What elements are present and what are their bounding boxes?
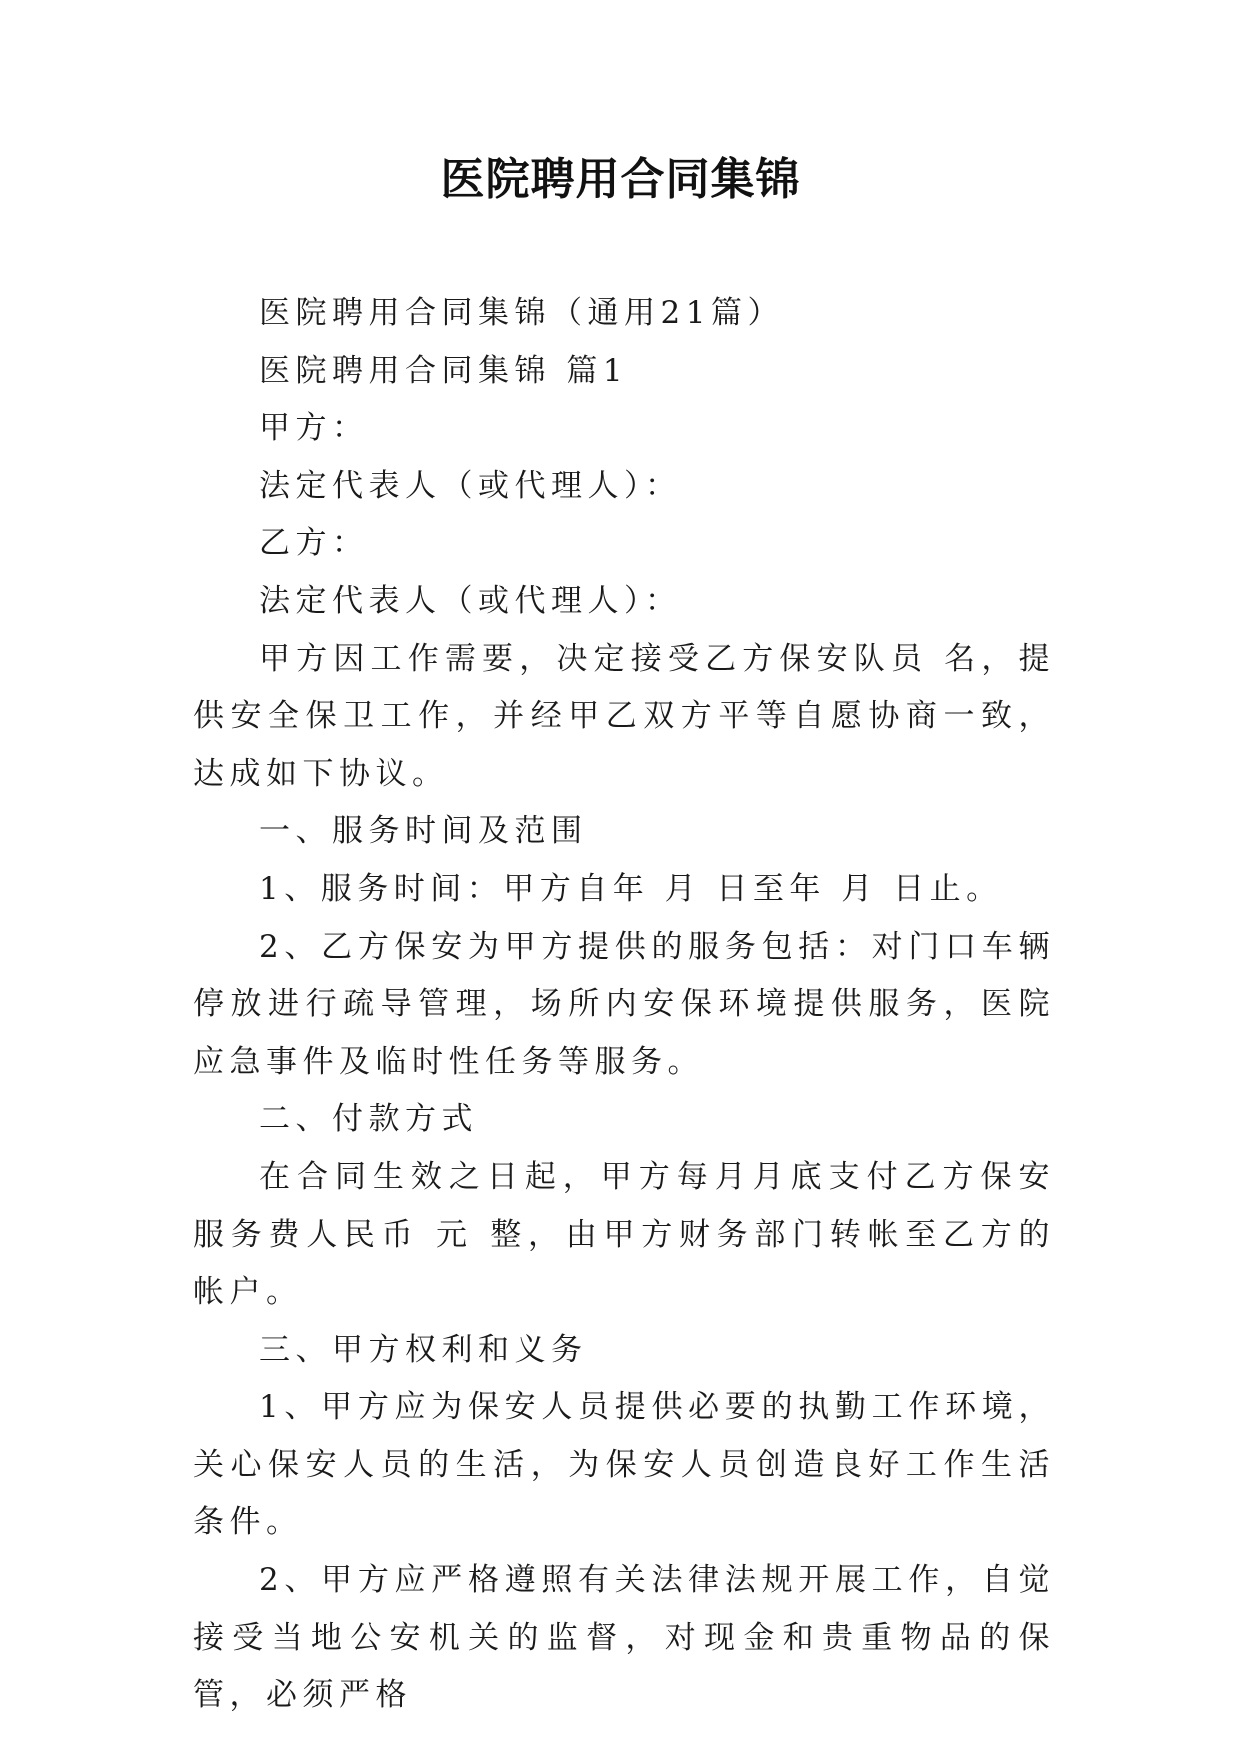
paragraph-clause-3-2: 2、甲方应严格遵照有关法律法规开展工作，自觉接受当地公安机关的监督，对现金和贵重物品的保管，必须严格 [193, 1562, 1055, 1714]
paragraph-clause-1-2: 2、乙方保安为甲方提供的服务包括：对门口车辆停放进行疏导管理，场所内安保环境提供服务，医院应急事件及临时性任务等服务。 [193, 928, 1055, 1080]
paragraph-preamble: 甲方因工作需要，决定接受乙方保安队员 名，提供安全保卫工作，并经甲乙双方平等自愿协商一致，达成如下协议。 [193, 640, 1055, 792]
paragraph-collection-heading: 医院聘用合同集锦（通用21篇） [259, 295, 784, 331]
paragraph-clause-2-1: 在合同生效之日起，甲方每月月底支付乙方保安服务费人民币 元 整，由甲方财务部门转帐至乙方的帐户。 [193, 1158, 1055, 1311]
paragraph-party-b-representative: 法定代表人（或代理人）： [259, 582, 682, 619]
document-body [193, 285, 1055, 1725]
paragraph-clause-heading-2: 二、付款方式 [259, 1101, 478, 1138]
paragraph-party-b: 乙方： [259, 525, 369, 562]
paragraph-clause-3-1: 1、甲方应为保安人员提供必要的执勤工作环境，关心保安人员的生活，为保安人员创造良好工作生活条件。 [193, 1389, 1055, 1541]
paragraph-clause-1-1: 1、服务时间：甲方自年 月 日至年 月 日止。 [259, 870, 1003, 907]
paragraph-clause-heading-1: 一、服务时间及范围 [259, 813, 588, 850]
paragraph-clause-heading-3: 三、甲方权利和义务 [259, 1331, 588, 1368]
paragraph-party-a: 甲方： [259, 410, 369, 447]
document-title: 医院聘用合同集锦 [440, 154, 801, 205]
paragraph-party-a-representative: 法定代表人（或代理人）： [259, 467, 682, 504]
paragraph-section-heading: 医院聘用合同集锦 篇1 [259, 352, 629, 389]
